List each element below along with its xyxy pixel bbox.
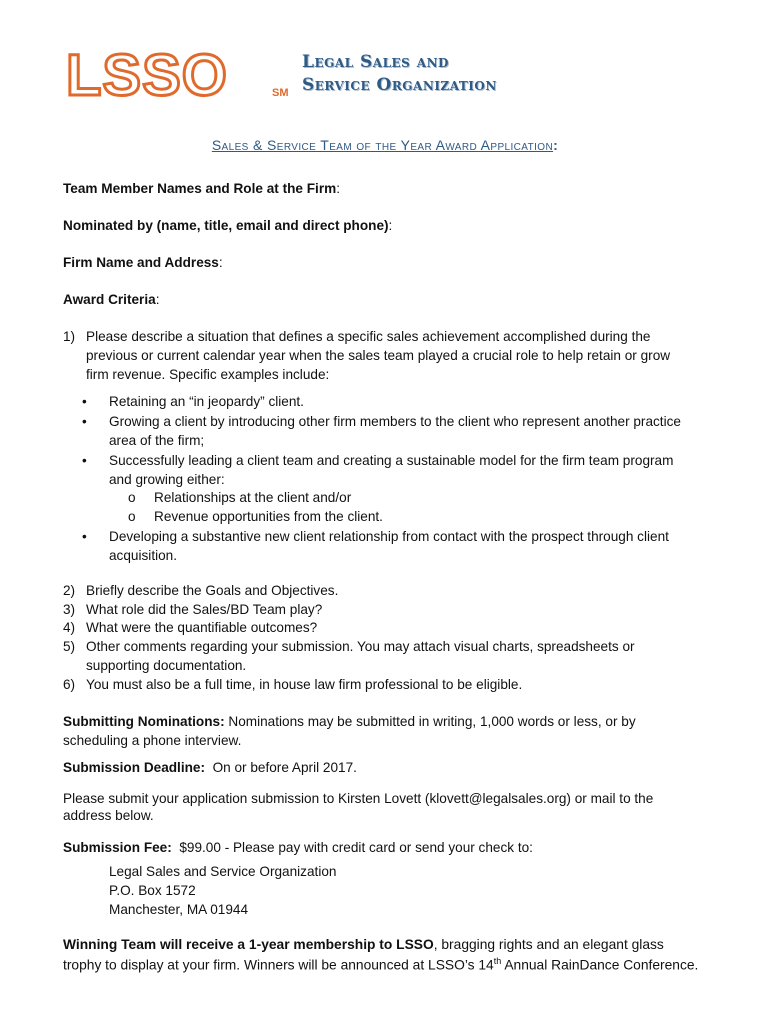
logo-text-line2: Service Organization <box>302 75 497 95</box>
winning-team-line1 <box>63 937 664 952</box>
item1-line3: firm revenue. Specific examples include: <box>86 367 330 382</box>
ordinal-suffix: th <box>493 956 502 966</box>
bullet3-line2: and growing either: <box>109 472 225 487</box>
submit-info-line1: Please submit your application submission to Kirsten Lovett (klovett@legalsales.org) or mail to the <box>63 791 654 806</box>
lsso-logo <box>66 43 586 108</box>
item-number: 4) <box>63 620 76 635</box>
logo-service-mark: SM <box>272 87 289 99</box>
award-criteria-heading <box>63 292 159 307</box>
item3-text: What role did the Sales/BD Team play? <box>86 602 323 617</box>
title-colon: : <box>553 137 559 153</box>
bullet-icon: • <box>82 453 87 468</box>
winning-team-line2 <box>63 956 698 973</box>
title-text: Sales & Service Team of the Year Award Application <box>211 137 554 153</box>
submitting-text-line2: scheduling a phone interview. <box>63 733 242 748</box>
bullet4-line1: Developing a substantive new client relationship from contact with the prospect through client <box>109 529 669 544</box>
address-line1: Legal Sales and Service Organization <box>109 864 337 879</box>
bullet-icon: • <box>82 529 87 544</box>
logo-mark: LSSO <box>66 43 228 108</box>
item-number: 6) <box>63 677 76 692</box>
submit-info-line2: address below. <box>63 808 154 823</box>
bullet4-line2: acquisition. <box>109 548 178 563</box>
item5-line1: Other comments regarding your submission. You may attach visual charts, spreadsheets or <box>86 639 635 654</box>
winning-text-line2b: Annual RainDance Conference. <box>501 957 699 973</box>
submission-deadline <box>63 760 357 775</box>
team-members-field <box>63 181 340 196</box>
sub-bullet-icon: o <box>128 509 136 524</box>
team-members-label: Team Member Names and Role at the Firm <box>63 181 337 196</box>
sub-bullet-icon: o <box>128 490 136 505</box>
deadline-text: On or before April 2017. <box>205 760 357 775</box>
page-title <box>0 137 770 153</box>
item1-line2: previous or current calendar year when the sales team played a crucial role to help retain or grow <box>86 348 671 363</box>
submitting-label: Submitting Nominations: <box>63 714 225 729</box>
colon: : <box>218 255 223 270</box>
firm-name-field <box>63 255 223 270</box>
winning-text-line1: , bragging rights and an elegant glass <box>433 937 664 952</box>
item2-text: Briefly describe the Goals and Objectives. <box>86 583 339 598</box>
bullet2-line1: Growing a client by introducing other firm members to the client who represent another practice <box>109 414 681 429</box>
item-number: 5) <box>63 639 76 654</box>
address-line3: Manchester, MA 01944 <box>109 902 249 917</box>
logo-text-line1: Legal Sales and <box>302 52 449 72</box>
item-number: 2) <box>63 583 76 598</box>
item1-line1: Please describe a situation that defines a specific sales achievement accomplished during the <box>86 329 651 344</box>
nominated-by-field <box>63 218 392 233</box>
sub-bullet2-text: Revenue opportunities from the client. <box>154 509 383 524</box>
fee-text: $99.00 - Please pay with credit card or send your check to: <box>171 840 533 855</box>
deadline-label: Submission Deadline: <box>63 760 206 775</box>
bullet3-line1: Successfully leading a client team and creating a sustainable model for the firm team program <box>109 453 674 468</box>
colon: : <box>336 181 340 196</box>
bullet1-text: Retaining an “in jeopardy” client. <box>109 394 304 409</box>
colon: : <box>388 218 393 233</box>
sub-bullet1-text: Relationships at the client and/or <box>154 490 352 505</box>
item-number: 1) <box>63 329 76 344</box>
colon: : <box>155 292 160 307</box>
item5-line2: supporting documentation. <box>86 658 247 673</box>
bullet2-line2: area of the firm; <box>109 433 205 448</box>
address-line2: P.O. Box 1572 <box>109 883 196 898</box>
award-criteria-label: Award Criteria <box>63 292 156 307</box>
submitting-nominations <box>63 714 636 729</box>
bullet-icon: • <box>82 414 87 429</box>
item6-text: You must also be a full time, in house law firm professional to be eligible. <box>86 677 523 692</box>
nominated-by-label: Nominated by (name, title, email and direct phone) <box>63 218 389 233</box>
firm-name-label: Firm Name and Address <box>63 255 219 270</box>
submission-fee <box>63 840 533 855</box>
winning-label: Winning Team will receive a 1-year membership to LSSO <box>63 937 434 952</box>
bullet-icon: • <box>82 394 87 409</box>
item4-text: What were the quantifiable outcomes? <box>86 620 318 635</box>
submitting-text-line1: Nominations may be submitted in writing, 1,000 words or less, or by <box>224 714 636 729</box>
fee-label: Submission Fee: <box>63 840 172 855</box>
winning-text-line2a: trophy to display at your firm. Winners will be announced at LSSO’s 14 <box>63 957 494 973</box>
item-number: 3) <box>63 602 76 617</box>
